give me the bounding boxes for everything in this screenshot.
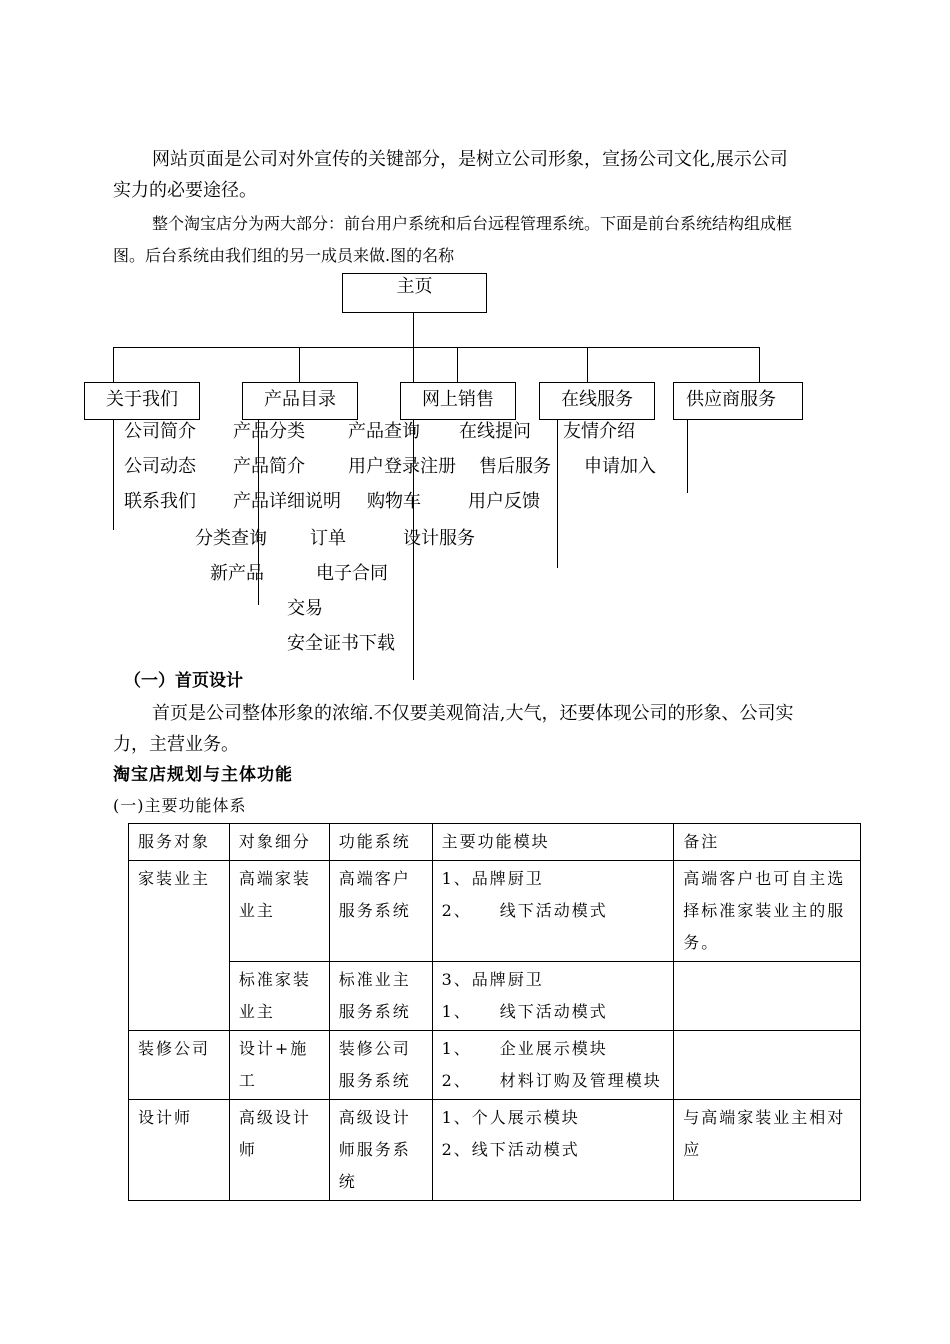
diagram-item: 产品简介 <box>233 456 305 477</box>
diagram-item: 新产品 <box>210 563 264 584</box>
table-cell-modules <box>432 962 674 1031</box>
table-cell-target: 家装业主 <box>129 861 230 1031</box>
connector-line <box>557 419 558 568</box>
diagram-item: 交易 <box>287 598 323 619</box>
diagram-item: 售后服务 <box>479 456 551 477</box>
connector-line <box>759 347 760 383</box>
module-number: 1、 <box>441 1108 472 1127</box>
diagram-category-products: 产品目录 <box>242 382 358 420</box>
table-row <box>129 1100 861 1201</box>
diagram-item: 电子合同 <box>316 563 388 584</box>
table-cell-target: 装修公司 <box>129 1031 230 1100</box>
module-item <box>442 1134 665 1166</box>
table-header-cell: 对象细分 <box>229 824 329 861</box>
module-number: 1、 <box>441 869 472 888</box>
module-text: 材料订购及管理模块 <box>499 1071 662 1090</box>
connector-line <box>113 347 760 348</box>
diagram-item: 订单 <box>310 528 346 549</box>
diagram-category-sales: 网上销售 <box>400 382 516 420</box>
section1-para-line1: 首页是公司整体形象的浓缩.不仅要美观简洁,大气，还要体现公司的形象、公司实 <box>152 703 794 724</box>
connector-line <box>113 347 114 530</box>
table-cell-note <box>674 1031 861 1100</box>
table-cell-system: 标准业主服务系统 <box>329 962 432 1031</box>
module-text: 线下活动模式 <box>499 901 608 920</box>
module-text: 品牌厨卫 <box>471 970 544 989</box>
diagram-item: 用户反馈 <box>468 491 540 512</box>
module-number: 2、 <box>441 1071 472 1090</box>
connector-line <box>299 347 300 383</box>
diagram-item: 公司动态 <box>124 456 196 477</box>
table-header-cell: 功能系统 <box>329 824 432 861</box>
table-cell-system: 装修公司服务系统 <box>329 1031 432 1100</box>
module-item <box>442 863 665 895</box>
intro-para2-line2: 图。后台系统由我们组的另一成员来做.图的名称 <box>113 246 455 265</box>
diagram-item: 用户登录注册 <box>348 456 456 477</box>
diagram-item: 联系我们 <box>124 491 196 512</box>
diagram-item: 购物车 <box>367 491 421 512</box>
diagram-category-about: 关于我们 <box>84 382 200 420</box>
diagram-item: 公司简介 <box>124 421 196 442</box>
table-row <box>129 1031 861 1100</box>
section2-heading: 淘宝店规划与主体功能 <box>113 765 293 785</box>
table-cell-segment: 设计+施工 <box>229 1031 329 1100</box>
module-text: 企业展示模块 <box>499 1039 608 1058</box>
module-item <box>442 1065 665 1097</box>
diagram-root-box: 主页 <box>342 273 487 313</box>
module-item <box>442 1033 665 1065</box>
table-cell-segment: 高级设计师 <box>229 1100 329 1201</box>
table-cell-note: 高端客户也可自主选择标准家装业主的服务。 <box>674 861 861 962</box>
intro-para1-line1: 网站页面是公司对外宣传的关键部分，是树立公司形象，宣扬公司文化,展示公司 <box>152 149 788 170</box>
diagram-item: 在线提问 <box>459 421 531 442</box>
function-table <box>128 823 861 1201</box>
module-text: 线下活动模式 <box>499 1002 608 1021</box>
table-header-cell: 服务对象 <box>129 824 230 861</box>
section1-heading: （一）首页设计 <box>124 671 243 691</box>
table-header-cell: 主要功能模块 <box>432 824 674 861</box>
table-cell-modules <box>432 861 674 962</box>
connector-line <box>687 419 688 493</box>
module-item <box>442 895 665 927</box>
diagram-item: 产品分类 <box>233 421 305 442</box>
module-number: 2、 <box>441 1140 472 1159</box>
intro-para2-line1: 整个淘宝店分为两大部分：前台用户系统和后台远程管理系统。下面是前台系统结构组成框 <box>152 214 793 233</box>
module-number: 2、 <box>441 901 472 920</box>
module-item <box>442 996 665 1028</box>
intro-para1-line2: 实力的必要途径。 <box>113 180 257 201</box>
section1-para-line2: 力，主营业务。 <box>113 734 239 755</box>
module-number: 3、 <box>441 970 472 989</box>
diagram-category-service: 在线服务 <box>539 382 655 420</box>
table-cell-segment: 标准家装业主 <box>229 962 329 1031</box>
table-cell-note: 与高端家装业主相对应 <box>674 1100 861 1201</box>
module-item <box>442 1102 665 1134</box>
section2-subheading: (一)主要功能体系 <box>113 796 247 815</box>
module-text: 线下活动模式 <box>471 1140 580 1159</box>
table-row <box>129 962 861 1031</box>
table-cell-note <box>674 962 861 1031</box>
connector-line <box>587 347 588 383</box>
table-cell-segment: 高端家装业主 <box>229 861 329 962</box>
table-header-row <box>129 824 861 861</box>
module-text: 个人展示模块 <box>471 1108 580 1127</box>
module-item <box>442 964 665 996</box>
module-number: 1、 <box>441 1002 472 1021</box>
diagram-item: 安全证书下载 <box>287 633 395 654</box>
diagram-item: 友情介绍 <box>563 421 635 442</box>
diagram-category-supplier: 供应商服务 <box>673 382 803 420</box>
table-cell-modules <box>432 1100 674 1201</box>
table-header-cell: 备注 <box>674 824 861 861</box>
table-cell-modules <box>432 1031 674 1100</box>
table-cell-target: 设计师 <box>129 1100 230 1201</box>
module-text: 品牌厨卫 <box>471 869 544 888</box>
table-cell-system: 高级设计师服务系统 <box>329 1100 432 1201</box>
table-row <box>129 861 861 962</box>
diagram-item: 产品查询 <box>348 421 420 442</box>
module-number: 1、 <box>441 1039 472 1058</box>
diagram-item: 申请加入 <box>584 456 656 477</box>
connector-line <box>457 347 458 383</box>
table-cell-system: 高端客户服务系统 <box>329 861 432 962</box>
diagram-item: 产品详细说明 <box>233 491 341 512</box>
diagram-item: 分类查询 <box>195 528 267 549</box>
diagram-item: 设计服务 <box>403 528 475 549</box>
